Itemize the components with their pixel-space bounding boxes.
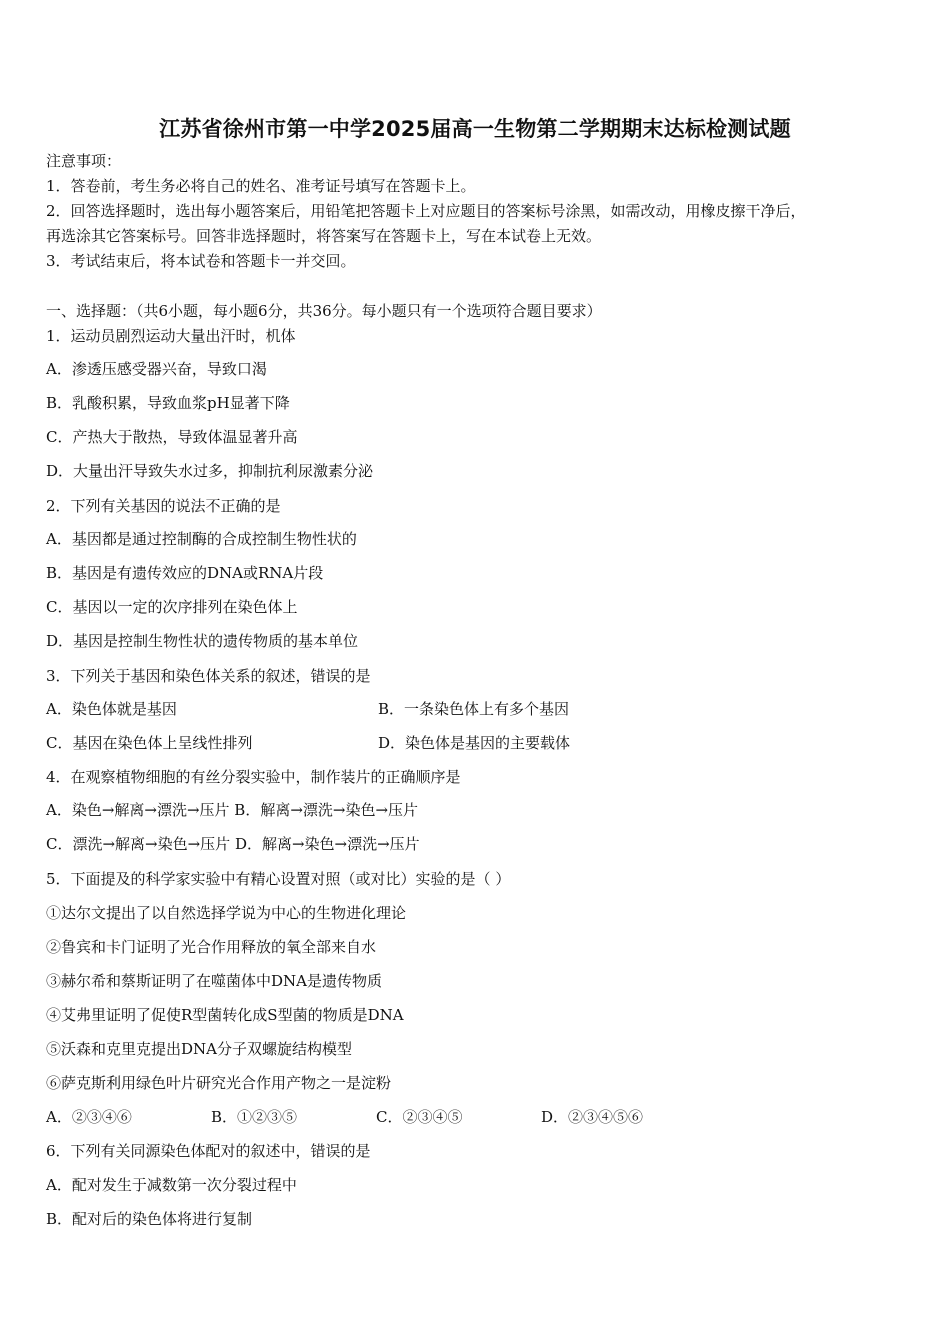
q3-option-c: C．基因在染色体上呈线性排列 [46,734,253,752]
question-4-stem: 4．在观察植物细胞的有丝分裂实验中，制作装片的正确顺序是 [46,768,461,786]
q5-statement: ⑤沃森和克里克提出DNA分子双螺旋结构模型 [46,1040,352,1058]
q2-option-d: D．基因是控制生物性状的遗传物质的基本单位 [46,632,359,650]
section-heading: 一、选择题：（共6小题，每小题6分，共36分。每小题只有一个选项符合题目要求） [46,302,602,320]
q5-option-d: D．②③④⑤⑥ [541,1108,644,1126]
q4-options-cd: C．漂洗→解离→染色→压片 D．解离→染色→漂洗→压片 [46,835,420,853]
q6-option-b: B．配对后的染色体将进行复制 [46,1210,253,1228]
q3-option-d: D．染色体是基因的主要载体 [378,734,571,752]
q1-option-c: C．产热大于散热，导致体温显著升高 [46,428,298,446]
question-6-stem: 6．下列有关同源染色体配对的叙述中，错误的是 [46,1142,371,1160]
q3-option-b: B．一条染色体上有多个基因 [378,700,570,718]
q5-statement: ①达尔文提出了以自然选择学说为中心的生物进化理论 [46,904,407,922]
question-5-stem: 5．下面提及的科学家实验中有精心设置对照（或对比）实验的是（ ） [46,870,511,888]
q3-option-a: A．染色体就是基因 [46,700,177,718]
note-item: 2．回答选择题时，选出每小题答案后，用铅笔把答题卡上对应题目的答案标号涂黑，如需改动，用橡皮擦干净后， [46,202,806,220]
q2-option-a: A．基因都是通过控制酶的合成控制生物性状的 [46,530,357,548]
q1-option-b: B．乳酸积累，导致血浆pH显著下降 [46,394,290,412]
note-item: 1．答卷前，考生务必将自己的姓名、准考证号填写在答题卡上。 [46,177,476,195]
q4-options-ab: A．染色→解离→漂洗→压片 B．解离→漂洗→染色→压片 [46,801,419,819]
q5-statement: ③赫尔希和蔡斯证明了在噬菌体中DNA是遗传物质 [46,972,382,990]
q5-option-a: A．②③④⑥ [46,1108,132,1126]
q2-option-b: B．基因是有遗传效应的DNA或RNA片段 [46,564,324,582]
q1-option-d: D．大量出汗导致失水过多，抑制抗利尿激素分泌 [46,462,374,480]
note-item: 再选涂其它答案标号。回答非选择题时，将答案写在答题卡上，写在本试卷上无效。 [46,227,602,245]
question-1-stem: 1．运动员剧烈运动大量出汗时，机体 [46,327,296,345]
q6-option-a: A．配对发生于减数第一次分裂过程中 [46,1176,297,1194]
question-2-stem: 2．下列有关基因的说法不正确的是 [46,497,281,515]
q1-option-a: A．渗透压感受器兴奋，导致口渴 [46,360,267,378]
notes-heading: 注意事项： [46,152,122,170]
q5-statement: ②鲁宾和卡门证明了光合作用释放的氧全部来自水 [46,938,377,956]
q5-option-b: B．①②③⑤ [211,1108,298,1126]
q5-option-c: C．②③④⑤ [376,1108,463,1126]
q2-option-c: C．基因以一定的次序排列在染色体上 [46,598,298,616]
q5-statement: ⑥萨克斯利用绿色叶片研究光合作用产物之一是淀粉 [46,1074,392,1092]
page-title: 江苏省徐州市第一中学2025届高一生物第二学期期末达标检测试题 [159,117,791,141]
question-3-stem: 3．下列关于基因和染色体关系的叙述，错误的是 [46,667,371,685]
note-item: 3．考试结束后，将本试卷和答题卡一并交回。 [46,252,356,270]
q5-statement: ④艾弗里证明了促使R型菌转化成S型菌的物质是DNA [46,1006,404,1024]
